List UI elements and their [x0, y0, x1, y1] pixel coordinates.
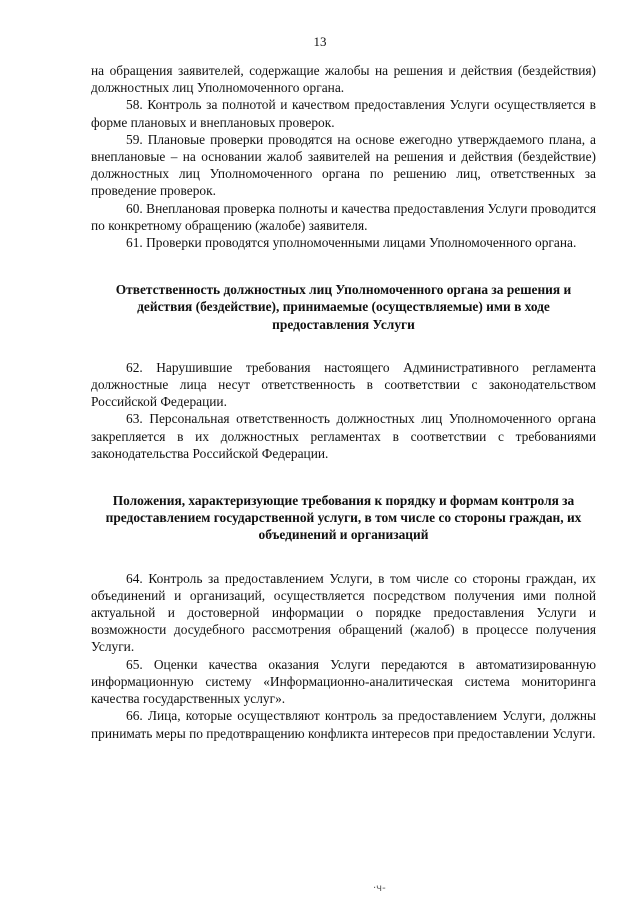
paragraph: 65. Оценки качества оказания Услуги передаются в автоматизированную информационную систему «Информационно-аналитическая система мониторинга качества государственных услуг».	[91, 656, 596, 707]
paragraph: 58. Контроль за полнотой и качеством предоставления Услуги осуществляется в форме плановых и внеплановых проверок.	[91, 97, 596, 130]
paragraph: 59. Плановые проверки проводятся на основе ежегодно утверждаемого плана, а внеплановые – на основании жалоб заявителей на решения и действия (бездействие) должностных лиц Уполномоченного органа по решению лиц, ответственных за проведение проверок.	[91, 131, 596, 199]
section-heading: Ответственность должностных лиц Уполномоченного органа за решения и действия (бездействие), принимаемые (осуществляемые) ими в ходе предоставления Услуги	[115, 282, 572, 332]
paragraph: на обращения заявителей, содержащие жалобы на решения и действия (бездействия) должностных лиц Уполномоченного органа.	[91, 63, 596, 96]
scan-artifact: ·ч-	[373, 883, 386, 894]
paragraphs-section-1	[91, 359, 596, 462]
paragraph: 62. Нарушившие требования настоящего Административного регламента должностные лица несут ответственность в соответствии с законодательством Российской Федерации.	[91, 359, 596, 410]
section-heading: Положения, характеризующие требования к порядку и формам контроля за предоставлением государственной услуги, в том числе со стороны граждан, их объединений и организаций	[105, 493, 582, 543]
document-body	[91, 62, 596, 742]
paragraphs-top	[91, 62, 596, 251]
paragraphs-section-2	[91, 570, 596, 742]
paragraph: 61. Проверки проводятся уполномоченными лицами Уполномоченного органа.	[126, 235, 577, 251]
paragraph: 64. Контроль за предоставлением Услуги, в том числе со стороны граждан, их объединений и организаций, осуществляется посредством получения ими полной актуальной и достоверной информации о порядке предоставления Услуги и возможности досудебного рассмотрения обращений (жалоб) в процессе получения Услуги.	[91, 570, 596, 655]
paragraph: 63. Персональная ответственность должностных лиц Уполномоченного органа закрепляется в их должностных регламентах в соответствии с требованиями законодательства Российской Федерации.	[91, 411, 596, 461]
paragraph: 66. Лица, которые осуществляют контроль за предоставлением Услуги, должны принимать меры по предотвращению конфликта интересов при предоставлении Услуги.	[91, 708, 596, 741]
paragraph: 60. Внеплановая проверка полноты и качества предоставления Услуги проводится по конкретному обращению (жалобе) заявителя.	[91, 200, 596, 233]
page-number: 13	[313, 34, 327, 49]
